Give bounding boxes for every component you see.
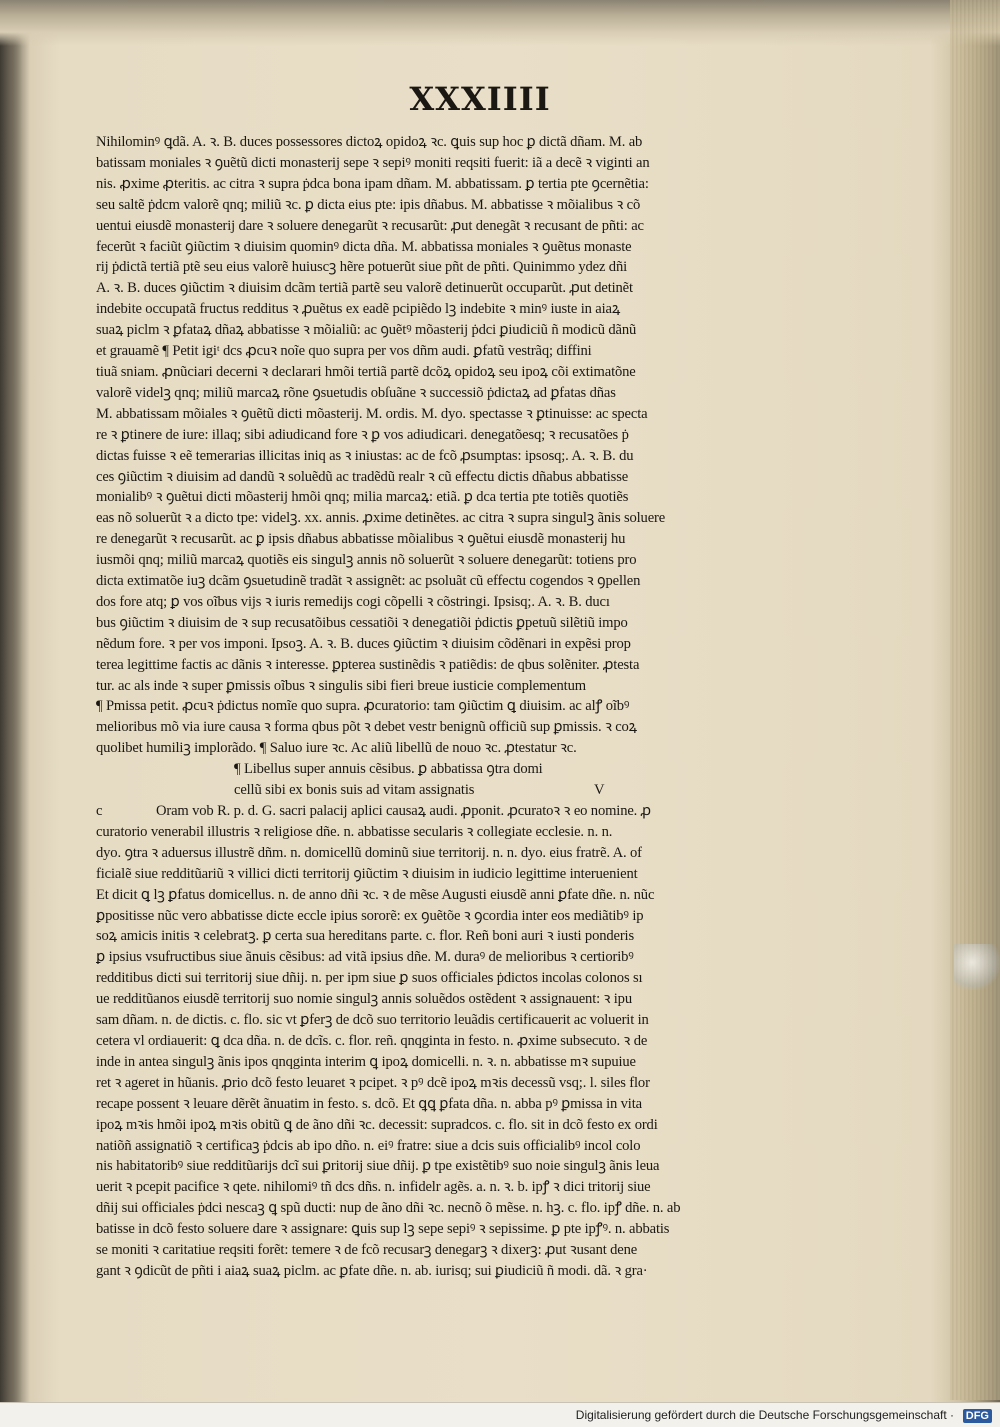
text-line (96, 299, 768, 320)
text-line-content: eas nõ soluerũt ꝛ a dicto tpe: videlꝫ. xx. annis. ꝓxime detinẽtes. ac citra ꝛ supra singulꝫ ãnis soluere (96, 510, 666, 527)
text-line-content: redditibus dicti sui territorij siue dñij. n. per ipm siue ꝑ suos officiales ṗdictos incolas colonos sı (96, 970, 643, 987)
text-line (96, 738, 768, 759)
text-line-content: ces ꝯiũctim ꝛ diuisim ad dandũ ꝛ soluẽdũ ac tradẽdũ realr ꝛ cũ effectu dictis dñabus abbatisse (96, 468, 629, 485)
text-line-content: iusmõi qnq; miliũ marcaꝝ quotiẽs eis singulꝫ annis nõ soluerũt ꝛ soluere denegarũt: totiens pro (96, 552, 637, 569)
text-line (96, 508, 768, 529)
text-line (96, 1094, 768, 1115)
text-line-content: recape possent ꝛ leuare dẽrẽt ãnuatim in festo. s. dcõ. Et ꝗꝗ ꝑfata dña. n. abba pꝰ ꝑmissa in vita (96, 1095, 642, 1112)
text-line-content: gant ꝛ ꝯdicũt de pñti i aiaꝝ suaꝝ piclm. ac ꝑfate dñe. n. ab. iurisq; sui ꝑiudiciũ ñ modi. dã. ꝛ gra· (96, 1262, 648, 1279)
text-line (96, 550, 768, 571)
signature-marker: V (594, 782, 605, 799)
text-line-content: re ꝛ ꝑtinere de iure: illaq; sibi adiudicand fore ꝛ ꝑ vos adiudicari. denegatõesq; ꝛ recusatões ṗ (96, 426, 629, 443)
page-clip-glare (954, 944, 1000, 990)
text-line-content: quolibet humiliꝫ implorãdo. ¶ Saluo iure ꝛc. Ac aliũ libellũ de nouo ꝛc. ꝓtestatur ꝛc. (96, 740, 577, 757)
footer-credit-text: Digitalisierung gefördert durch die Deutsche Forschungsgemeinschaft · (575, 1408, 954, 1422)
main-text-block (96, 132, 768, 1282)
text-line-content: batissam moniales ꝛ ꝯuẽtũ dicti monasterij sepe ꝛ sepiꝰ moniti reqsiti fuerit: iã a decẽ ꝛ viginti an (96, 154, 650, 171)
text-line (96, 1261, 768, 1282)
text-line-content: dñij sui officiales ṗdci nescaꝫ ꝗ spũ ducti: nup de ãno dñi ꝛc. necnõ õ mẽse. n. hꝫ. c. flo. ipꝭ dñe. n. ab (96, 1200, 681, 1217)
text-line (96, 278, 768, 299)
text-line-content: A. ꝛ. B. duces ꝯiũctim ꝛ diuisim dcãm tertiã partẽ seu valorẽ detinuerũt occuparũt. ꝓut detinẽt (96, 280, 633, 297)
text-line-content: nis habitatoribꝰ siue redditũarijs dcĩ sui ꝑritorij siue dñij. ꝑ tpe existẽtibꝰ suo noie singulꝫ ãnis leua (96, 1158, 660, 1175)
text-line-content: ue redditũanos eiusdẽ territorij suo nomie singulꝫ annis soluẽdos ostẽdent ꝛ assignauent: ꝛ ipu (96, 991, 632, 1008)
page-top-edge (0, 0, 1000, 46)
text-line-content: seu saltẽ ṗdcm valorẽ qnq; miliũ ꝛc. ꝑ dicta eius pte: ipis dñabus. M. abbatisse ꝛ mõialibus ꝛ cõ (96, 196, 641, 213)
text-line-content: uerit ꝛ pcepit pacifice ꝛ qete. nihilomiꝰ tñ dcs dñs. n. infidelr agẽs. a. n. ꝛ. b. ipꝭ ꝛ dici tritorij siue (96, 1179, 651, 1196)
text-line (96, 1156, 768, 1177)
text-line-content: nẽdum fore. ꝛ per vos imponi. Ipsoꝫ. A. ꝛ. B. duces ꝯiũctim ꝛ diuisim cõdẽnari in expẽsi prop (96, 635, 631, 652)
text-line-content: dicta extimatõe iuꝫ dcãm ꝯsuetudinẽ tradãt ꝛ assignẽt: ac psoluãt cũ effectu cogendos ꝛ ꝯpellen (96, 573, 641, 590)
text-line (96, 696, 768, 717)
text-line (96, 425, 768, 446)
text-line (96, 132, 768, 153)
text-line-content: ꝑ ipsius vsufructibus siue ãnuis cẽsibus: ad vitã ipsius dñe. M. duraꝰ de melioribus ꝛ certioribꝰ (96, 949, 634, 966)
text-line (96, 1198, 768, 1219)
text-line-content: Et dicit ꝗ lꝫ ꝑfatus domicellus. n. de anno dñi ꝛc. ꝛ de mẽse Augusti eiusdẽ anni ꝑfate dñe. n. nũc (96, 886, 655, 903)
section-heading-text: cellũ sibi ex bonis suis ad vitam assignatis (234, 782, 475, 799)
text-line (96, 613, 768, 634)
text-line-content: curatorio venerabil illustris ꝛ religiose dñe. n. abbatisse secularis ꝛ collegiate ecclesie. n. n. (96, 823, 613, 840)
text-line (96, 926, 768, 947)
text-line-content: suaꝝ piclm ꝛ ꝑfataꝝ dñaꝝ abbatisse ꝛ mõialiũ: ac ꝯuẽtꝰ mõasterij ṗdci ꝑiudiciũ ñ modicũ dãnũ (96, 322, 637, 339)
text-line (96, 1136, 768, 1157)
text-line-content: sam dñam. n. de dictis. c. flo. sic vt ꝑferꝫ de dcõ suo territorio leuãdis certificauerit ac voluerit in (96, 1012, 649, 1029)
text-line (96, 864, 768, 885)
text-line (96, 968, 768, 989)
text-line (96, 153, 768, 174)
text-line-content: terea legittime factis ac dãnis ꝛ interesse. ꝑpterea sustinẽdis ꝛ patiẽdis: de qbus solẽniter. ꝓtesta (96, 656, 640, 673)
text-line-content: bus ꝯiũctim ꝛ diuisim de ꝛ sup recusatõibus cessatiõi ꝛ denegatiõi ṗdictis ꝑpetuũ silẽtiũ impo (96, 614, 628, 631)
text-part-one (96, 132, 768, 759)
text-line (96, 634, 768, 655)
text-line (96, 843, 768, 864)
text-line (96, 906, 768, 927)
text-line (96, 341, 768, 362)
text-line-content: monialibꝰ ꝛ ꝯuẽtui dicti mõasterij hmõi qnq; milia marcaꝝ: etiã. ꝑ dca tertia pte totiẽs quotiẽs (96, 489, 629, 506)
folio-number: XXXIIII (409, 80, 551, 118)
text-line (96, 822, 768, 843)
text-line-content: nis. ꝓxime ꝓteritis. ac citra ꝛ supra ṗdca bona ipam dñam. M. abbatissam. ꝑ tertia pte ꝯcernẽtia: (96, 175, 649, 192)
text-line-content: ipoꝝ mꝛis hmõi ipoꝝ mꝛis obitũ ꝗ de ãno dñi ꝛc. decessit: supradcos. c. flo. sit in dcõ festo ex ordi (96, 1116, 658, 1133)
text-line (96, 487, 768, 508)
text-line (96, 801, 768, 822)
text-line (96, 1240, 768, 1261)
text-line-content: melioribus mõ via iure causa ꝛ forma qbus põt ꝛ debet vestr benignũ officiũ sup ꝑmissis. ꝛ coꝝ (96, 719, 637, 736)
text-line-content: rij ṗdictã tertiã ptẽ seu eius valorẽ huiuscꝫ hẽre potuerũt siue pñt de pñti. Quinimmo ydez dñi (96, 259, 628, 276)
section-heading-line-1: ¶ Libellus super annuis cẽsibus. ꝑ abbatissa ꝯtra domi (234, 761, 543, 778)
text-line (96, 655, 768, 676)
text-line-content: ficialẽ siue redditũariũ ꝛ villici dicti territorij ꝯiũctim ꝛ diuisim in iudicio legittime interuenient (96, 865, 638, 882)
text-line (96, 257, 768, 278)
text-line (96, 216, 768, 237)
page-stack-edge (950, 0, 1000, 1400)
text-line-content: ret ꝛ ageret in hũanis. ꝓrio dcõ festo leuaret ꝛ pcipet. ꝛ pꝰ dcẽ ipoꝝ mꝛis decessũ vsq;. l. siles flor (96, 1074, 650, 1091)
text-line-content: tiuã sniam. ꝓnũciari decerni ꝛ declarari hmõi tertiã partẽ dcõꝝ opidoꝝ seu ipoꝝ cõi extimatõne (96, 363, 636, 380)
text-line-content: natiõñ assignatiõ ꝛ certificaꝫ ṗdcis ab ipo dño. n. eiꝰ fratre: siue a dcis suis officialibꝰ incol colo (96, 1137, 641, 1154)
text-line (96, 885, 768, 906)
text-line (96, 592, 768, 613)
paragraph-initial: c (96, 803, 103, 819)
text-line (96, 529, 768, 550)
dfg-logo: DFG (963, 1409, 992, 1423)
text-line-content: re denegarũt ꝛ recusarũt. ac ꝑ ipsis dñabus abbatisse mõialibus ꝛ ꝯuẽtui eiusdẽ monasterij hu (96, 531, 626, 548)
text-line (96, 237, 768, 258)
text-line-content: fecerũt ꝛ faciũt ꝯiũctim ꝛ diuisim quominꝰ dicta dña. M. abbatissa moniales ꝛ ꝯuẽtus monaste (96, 238, 632, 255)
text-line (96, 383, 768, 404)
text-line (96, 676, 768, 697)
text-line (96, 446, 768, 467)
text-line-content: uentui eiusdẽ monasterij dare ꝛ soluere denegarũt ꝛ recusarũt: ꝓut denegãt ꝛ recusant de pñti: ac (96, 217, 644, 234)
text-line-content: dyo. ꝯtra ꝛ aduersus illustrẽ dñm. n. domicellũ dominũ siue territorij. n. n. dyo. eius fratrẽ. A. of (96, 844, 642, 861)
text-line-content: cetera vl ordiauerit: ꝗ dca dña. n. de dcĩs. c. flor. reñ. qnqginta in festo. n. ꝓxime subsecuto. ꝛ de (96, 1032, 648, 1049)
text-line-content: indebite occupatã fructus redditus ꝛ ꝓuẽtus ex eadẽ pcipiẽdo lꝫ indebite ꝛ minꝰ iuste in aiaꝝ (96, 301, 621, 318)
text-line (96, 989, 768, 1010)
text-line (96, 404, 768, 425)
text-line-content: inde in antea singulꝫ ãnis ipos qnqginta interim ꝗ ipoꝝ domicelli. n. ꝛ. n. abbatisse mꝛ supuiue (96, 1053, 636, 1070)
text-line-content: et grauamẽ ¶ Petit igiᵗ dcs ꝓcuꝛ noĩe quo supra per vos dñm audi. ꝑfatũ vestrãq; diffini (96, 343, 592, 360)
text-part-two (96, 801, 768, 1282)
book-spine-shadow (0, 0, 30, 1427)
text-line (96, 1073, 768, 1094)
text-line-content: dos fore atq; ꝑ vos oĩbus vijs ꝛ iuris remedijs cogi cõpelli ꝛ cõstringi. Ipsisq;. A. ꝛ. B. ducı (96, 593, 610, 610)
text-line-content: batisse in dcõ festo soluere dare ꝛ assignare: ꝗuis sup lꝫ sepe sepiꝰ ꝛ sepissime. ꝑ pte ipꝭꝰ. n. abbatis (96, 1221, 670, 1238)
text-line (96, 1115, 768, 1136)
text-line-content: M. abbatissam mõiales ꝛ ꝯuẽtũ dicti mõasterij. M. ordis. M. dyo. spectasse ꝛ ꝑtinuisse: ac specta (96, 405, 648, 422)
text-line (96, 1177, 768, 1198)
text-line (96, 362, 768, 383)
text-line-content: se moniti ꝛ caritatiue reqsiti forẽt: temere ꝛ de fcõ recusarꝫ denegarꝫ ꝛ dixerꝫ: ꝓut ꝛusant dene (96, 1242, 638, 1259)
text-line-content: Oram vob R. p. d. G. sacri palacij aplici causaꝝ audi. ꝓponit. ꝓcuratoꝛ ꝛ eo nomine. ꝓ (156, 803, 651, 819)
text-line (96, 1010, 768, 1031)
text-line (96, 174, 768, 195)
text-line (96, 1031, 768, 1052)
text-line-content: soꝝ amicis initis ꝛ celebratꝫ. ꝑ certa sua hereditans parte. c. flor. Reñ boni auri ꝛ iusti ponderis (96, 928, 634, 945)
text-line-content: tur. ac als inde ꝛ super ꝑmissis oĩbus ꝛ singulis sibi fieri breue iusticie complementum (96, 677, 586, 694)
text-line-content: ꝑpositisse nũc vero abbatisse dicte eccle ipius sororẽ: ex ꝯuẽtõe ꝛ ꝯcordia inter eos mediãtibꝰ ip (96, 907, 644, 924)
text-line (96, 195, 768, 216)
text-line-content: Nihilominꝰ ꝗdã. A. ꝛ. B. duces possessores dictoꝝ opidoꝝ ꝛc. ꝗuis sup hoc ꝑ dictã dñam. M. ab (96, 134, 643, 150)
text-line (96, 467, 768, 488)
text-line (96, 947, 768, 968)
text-line (96, 571, 768, 592)
text-line (96, 1052, 768, 1073)
text-line (96, 717, 768, 738)
section-heading-line-2 (96, 780, 768, 801)
text-line-content: dictas fuisse ꝛ eẽ temerarias illicitas iniq as ꝛ iniustas: ac de fcõ ꝓsumptas: ipsosq;. A. ꝛ. B. du (96, 447, 634, 464)
text-line (96, 1219, 768, 1240)
text-line-content: ¶ Pmissa petit. ꝓcuꝛ ṗdictus nomĩe quo supra. ꝓcuratorio: tam ꝯiũctim ꝗ diuisim. ac alꝭ oĩbꝰ (96, 698, 630, 715)
text-line (96, 320, 768, 341)
text-line-content: valorẽ videlꝫ qnq; miliũ marcaꝝ rõne ꝯsuetudis obſuãne ꝛ successiõ ṗdictaꝝ ad ꝑfatas dñas (96, 384, 616, 401)
